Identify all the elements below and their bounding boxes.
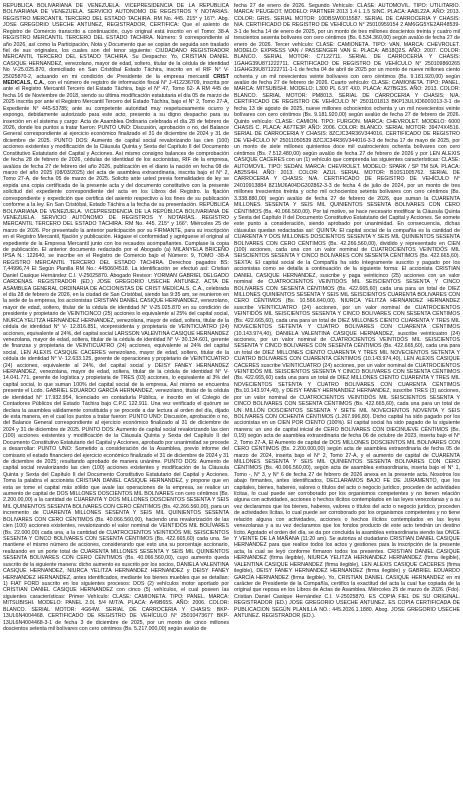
notice-left-text [3, 3, 229, 632]
notice-right-column [234, 3, 460, 798]
notice-left-body: , con el número de registro de información fiscal N° J-412236709, inscrita por ante el Registro Mercantil Tercero del Estado Táchira, bajo el N° 47, Tomo 62- A RM 445 de fecha 16 de Noviembre de 2018, siendo su última modificación estatutaria el día 05 de marzo de 2025 inscrita por ante el Registro Mercantil Tercero del Estado Táchira, bajo el N° 2, Tomo 27-A, Expediente N° 445-53785; ante su competente autoridad muy respetuosamente ocurro y expongo, debidamente autorizado para este acto, presento a su digno despacho para su inserción en el sistema y cargo: Acta de Asamblea Ordinaria celebrada el día 28 de febrero de 2026, donde los puntos a tratar fueron: PUNTO UNO: Discusión, aprobación o no, del Balance General correspondiente al ejercicio económico finalizado el 31 de diciembre de 2024 y 31 de diciembre de 2025. PUNTO DOS: Aumento de capital social revalorizando las cien (100) acciones existentes y modificación de la Cláusula Quinta y Sexta del Capítulo II del Documento Constitutivo Estatutario del Capital y Acciones. Así mismo consigno balances de comprobación de fecha 28 de febrero de 2026, cédulas de identidad de los accionistas, RIF de la empresa, avalúos de fecha 27 de febrero del año 2026, publicación en el diario la nación en fecha 08 de marzo del año 2025 (08/03/2025) del acta de asamblea extraordinaria, inscrita bajo el N° 2, Tomo 27-A, de fecha 05 de marzo de 2025. Solicito ante usted previa formalidades de ley se expida una copia certificada de la presente acta y del documento constitutivo con la presente solicitud del expediente correspondiente del acta en los Libros del Registro. la fijación correspondiente y expedición que certifica del asiento respectivo a los fines de su publicación conforme a la ley. En San Cristóbal, Estado Táchira a la fecha de su presentación. REPÚBLICA BOLIVARIANA DE VENEZUELA. VICEPRESIDENCIA DE LA REPÚBLICA BOLIVARIANA DE VENEZUELA. SERVICIO AUTÓNOMO DE REGISTROS Y NOTARÍAS. REGISTRO MERCANTIL TERCERO DEL ESTADO TÁCHIRA. RM No. 445. 215° y 166°. Miércoles 25 de marzo de 2026. Por presentado la anterior participación por su FIRMANTE, para su inscripción en el Registro Mercantil, fijación y publicación. Hágase el conformidad y agréguese el original al expediente de la Empresa Mercantil junto con los recaudos acompañantes. Cumplase la copia de publicación. El anterior documento redactado por el Abogado (a) MILANYELA BRICEÑO IPSA N.: 122640, se inscribe en el Registro de Comercio bajo el Número: 9, TOMO -38-A REGISTRO MERCANTIL TERCERO DEL ESTADO TACHIRA. Derechos pagados BS: 7,44996,74 El Según Planilla RM No.: 4450604518. La identificación se efectuó así: Cristian Daniel Casique Hernández C.I. V-25025870. Abogado Revisor: YORMAN GABRIEL DELGADO CARDENAS. REGISTRADOR (ED.) JOSE GREGORIO USECHE ANTUNEZ. ACTA DE ASAMBLEA GENERAL ORDINARIA DE ACCIONISTAS DE CRIST MEDICALS, C.A., celebrada el día 28 de febrero de 2026, en la ciudad de San Cristóbal, siendo las 9:35 am, se reunieron en la sede de la empresa, los accionistas CRISTIAN DANIEL CASIQUE HERNANDEZ, venezolano, mayor de edad, soltero, titular de la cédula de identidad N° V-25.025.870 en su condición de presidente y propietario de VEINTICINCO (25) acciones lo equivalente al 25% del capital social, NIURCA YELITZA HERNANDEZ HERNANDEZ, venezolana, mayor de edad, soltera, titular de la cédula de identidad N° V- 12.816.851, vicepresidenta y propietaria de VEINTICUATRO (24) acciones, equivalente al 24%, del capital social LARSSON VALENTINA CASIQUE HERNANDEZ venezolana, mayor de edad, soltera, titular de la cédula de identidad N° V- 30.134.601, gerente de finanzas y propietaria de VEINTICUATRO (24) acciones, equivalente al 24% del capital social, LEN ALEXIS CASIQUE CACERES venezolano, mayor de edad, soltero, titular de la cédula de identidad N° V- 12.633.125, gerente de operaciones y propietario de VEINTICUATRO (24) acciones, equivalente al 24%, del capital social y DEISY FANEY HERNANDEZ HERNANDEZ, venezolana, mayor de edad, soltera, titular de la cédula de identidad N° V- 14.041.771, gerente de logística y propietaria de TRES (03) acciones, lo equivalente al 3% del capital social, lo que suman 100% del capital social de la empresa. Así mismo se encuentra presente el Lcdo. GABRIEL EDUARDO GARCÍA HERNANDEZ, venezolano, titular de la cédula de identidad N° 17.932.954, licenciado en contaduría Pública, e inscrito en el Colegio de Contadores Públicos del Estado Táchira bajo C.P.C 122.911. Una vez verificado el quórum se declara la asamblea válidamente constituida y se procede a dar lectura al orden del día, dijado de esta manera, en el cual los puntos a tratar fueron: PUNTO UNO: Discusión, aprobación o no, del Balance General correspondiente al ejercicio económico finalizado al 31 de diciembre de 2024 y 31 de diciembre de 2025. PUNTO DOS: Aumento de capital social revalorizando las cien (100) acciones existentes y modificación de la Cláusula Quinta y Sexta del Capítulo II del Documento Constitutivo Estatutario del Capital y Acciones, aprobado por unanimidad se procede a desarrollar: PUNTO UNO: Sometido a consideración de la Asamblea, previo informe del comisario el estado financiero del ejercicio económico finalizado el 31 de diciembre de 2024 y 31 de diciembre de 2025; resultando aprobado de manera unánime. PUNTO DOS: Aumento de capital social revalorizando las cien (100) acciones existentes y modificación de la Cláusula Quinta y Sexta del Capítulo II del Documento Constitutivo Estatutario del Capital y Acciones. Toma la palabra el accionista CRISTIAN DANIEL CASIQUE HERNANDEZ, y propone que en esta se tome el capital más sólido que avale las operaciones de la empresa, se realice un aumento de capital de DOS MILLONES DOSCIENTOS MIL BOLIVARES con cero céntimos (Bs. 2.200.00,00) a la cantidad de CUARENTA Y DOS MILLONES DOSCIENTOS SESENTA Y SEIS MIL QUINIENTOS SESENTA BOLIVARES CON CERO CÉNTIMOS (Bs. 42.266.560,00), para un incremento de CUARENTA MILLONES SESENTA Y SEIS MIL QUINIENTOS SESENTA BOLIVARES CON CERO CÉNTIMOS (Bs. 40.066.560,00), haciendo una revalorización de las cien (100) acciones existentes, revalorizando el valor nominal de VEINTIDÓS MIL BOLÍVARES (Bs. 22.000,00) cada una, a la cantidad de CUATROCIENTOS VEINTIDÓS MIL SEISCIENTOS SESENTA Y CINCO BOLÍVARES CON SESENTA CÉNTIMOS (Bs. 422.665,60) cada una. Se mantiene el mismo número de acciones, considerando que esto una su porcentaje accionario, realizando en un porte total de CUARENTA MILLONES SESENTA Y SEIS MIL QUINIENTOS SESENTA BOLIVARES CON CERO CÉNTIMOS (Bs. 40.066.560,00), cuyo aumento queda suscrito de la siguiente manera: dicho aumento es suscrito por los socios, DANIELA VALENTINA CASIQUE HERNANDEZ, NIURCA YELITZA HERNANDEZ HERNANDEZ y DEISY FANEY HERNANDEZ HERNANDEZ, antes identificados, mediante los bienes muebles que se detallan: 1) FIAT FORD suscrito en los siguientes procesos: DOS (2) vehículos motor aportado por CRISTIAN DANIEL CASIQUE HERNANDEZ con cinco (5) vehículos, el cual poseen las siguientes características: Primer Vehículo: CLASE: CAMIONETA. TIPO: PANEL. MARCA: MITSUBISHI. MODELO: PANEL 2.0L 5/4 M/T/A. PLACA: A49B65S. AÑO: 2006. COLOR: BLANCO. SERIAL MOTOR: 4G64W. SERIAL DE CARROCERIA Y CHASIS: BKP-13UL6N4004468. CERTIFICADO DE REGISTRO DE VEHÍCULO N° 25010473677 BKP-13UL6N4004468-3-1 de fecha 3 de diciembre de 2025, por un monto de cinco millones doscientos setenta mil bolívares con cero céntimos (Bs. 5.217.000,00) según avalúo de [3, 80, 229, 632]
company-name: CRIST MEDICALS, C.A. [3, 73, 229, 87]
notice-right-text: fecha 27 de enero de 2026. Segundo Vehículo: CLASE: AUTOMOVIL. TIPO: UTILITARIO. MARCA: PEUGEOT. MODELO: PARTNER 2013 1.4 L 1.5 SINC. PLACA: AA8L22A. AÑO: 2013. COLOR: GRIS. SERIAL MOTOR: 10DBSW0015587. SERIAL DE CARROCERIA Y CHASIS: N/A. CERTIFICADO DE REGISTRO DE VEHÍCULO N° 25010959154 2 AM6GG5YE2AR48539-3-1 de fecha 14 de enero de 2025, por un monto de tres millones doscientos treinta y cuatro mil trescientos sesenta bolívares con cero céntimos (Bs. 6.534.360,00) según avalúo de fecha 27 de enero de 2026. Tercer vehículo: CLASE: CAMIONETA. TIPO: VAN. MARCA: CHEVROLET. MODELO: EXPRESS VAN / PASSENGER VAN E. PLACA: AB18Q2S. AÑO: 2007. COLOR: BLANCO. SERIAL MOTOR: C7122711. SERIAL DE CARROCERÍA Y CHASIS: 1GAHG39U871222711. CERTIFICADO DE REGISTRO DE VEHÍCULO N° 250109860265 1GAHG39U871222711-1-1 de fecha 04 de abril de 2025 por un monto de nueve millones ciento ochenta y un mil novecientos veinte bolívares con cero céntimos (Bs. 9.181.920,00) según avalúo de fecha 27 de febrero de 2026. Cuarto vehículo: CLASE: CAMIONETA. TIPO: PANEL. MARCA: MITSUBISHI. MODELO: L300 PL 6.9T 4X0. PLACA: A27BG3S. AÑO: 2013. COLOR: BLANCO. SERIAL MOTOR: PM8013. SERIAL DE CARROCERIA Y CHASIS: N/A. CERTIFICADO DE REGISTRO DE VEHÍCULO N° 2501101813 BKP13ULXD6001013-3-1 de fecha 13 de agosto de 2025, nueve millones ochocientos ochenta y un mil novecientos veinte bolívares con cero céntimos (Bs. 9.181.920,00) según avalúo de fecha 27 de febrero de 2026. Quinto vehículo: CLASE: CAMION. TIPO: FURGON. MARCA: CHEVROLET. MODELO: 6000 CHASIS C. PLACA: A67TE3P. AÑO: 2006. COLOR: BLANCO. SERIAL MOTOR: 39474X4516. SERIAL DE CARROCERIA Y CHASIS: 8ZCJC34R36V344016. CERTIFICADO DE REGISTRO DE VEHÍCULO N° 25011050539 8ZCJC34R36V344016-3-3 de fecha 17 de mayo de 2025, por un monto de siete millones quinientos doce mil cuatrocientos ochenta bolívares con cero céntimos (Bs. 7.512.480,00) según avalúo de fecha 27 de febrero de 2026 y por LEN ALEXIS CASIQUE CACERES con un (1) vehículo que comprenda las siguientes características: CLASE: AUTOMOVIL. TIPO: SEDAN. MARCA: CHEVROLET. MODELO: SPARK / SP TM 5/A. PLACA: AB25S4H. AÑO: 2013. COLOR: AZUL SERIAL MOTOR: B10S1005762. SERIAL DE CARROCERIA Y CHASIS: N/A. CERTIFICADO DE REGISTRO DE VEHÍCULO N° 24010913884 8Z1MJ6A04DG302862-3-3 de fecha 4 de julio de 2024, por un monto de tres millones trescientos treinta y ocho mil ochocientos setenta bolívares con cero céntimos (Bs. 3.338.880,00) según avalúo de fecha 27 de febrero de 2026, que suman la CUARENTA MILLONES SESENTA Y SEIS MIL QUINIENTOS SESENTA BOLIVARES CON CERO CÉNTIMOS (Bs. 40.066.560,00). Por tal motivo, se hace necesario modificar la Cláusula Quinta y Sexta del Capítulo II del Documento Constitutivo Estatutario del Capital y Acciones. Se somete este punto a consideración, siendo aprobado por unanimidad. En consecuencia, dichas cláusulas quedan redactadas así: QUINTA: El capital social de la compañía es la cantidad de CUARENTA Y DOS MILLONES DOSCIENTOS SESENTA Y SEIS MIL QUINIENTOS SESENTA BOLIVARES CON CERO CÉNTIMOS (Bs. 42.266.560,00), dividido y representado en CIEN (100) acciones, cada una con un valor nominal de CUATROCIENTOS VEINTIDÓS MIL SEISCIENTOS SESENTA Y CINCO BOLIVARES CON SESENTA CÉNTIMOS (Bs. 422.665,60). SEXTA: El capital social de la Compañía ha sido íntegramente suscrito y pagado por los accionistas como se detalla a continuación de la siguiente forma: El accionista CRISTIAN DANIEL CASIQUE HERNANDEZ, suscribe y paga veinticinco (25) acciones con un valor nominal de CUATROCIENTOS VEINTIDÓS MIL SEISCIENTOS SESENTA Y CINCO BOLIVARES CON SESENTA CÉNTIMOS (Bs. 422.665,60) cada una para un total de DIEZ MILLONES QUINIENTOS SESENTA Y SEIS MIL SEISCIENTOS CUARENTA BOLIVARES CON CERO CÉNTIMOS (Bs. 10.566.640,00). NIURCA YELITZA HERNANDEZ HERNANDEZ suscribe VEINTICUATRO (24) acciones, por un valor nominal de CUATROCIENTOS VEINTIDÓS MIL SEISCIENTOS SESENTA Y CINCO BOLIVARES CON SESENTA CÉNTIMOS (Bs. 422.665,60), cada una para un total de DIEZ MILLONES CIENTO CUARENTA Y TRES MIL NOVECIENTOS SETENTA Y CUATRO BOLIVARES CON CUARENTA CÉNTIMOS (10.143.974,40), DANIELA VALENTINA CASIQUE HERNANDEZ, suscribe veinticuatro (24) acciones, por un valor nominal de CUATROCIENTOS VEINTIDÓS MIL SEISCIENTOS SESENTA Y CINCO BOLIVARES CON SESENTA CÉNTIMOS (Bs. 422.665,60), cada una para un total de DIEZ MILLONES CIENTO CUARENTA Y TRES MIL NOVECIENTOS SETENTA Y CUATRO BOLIVARES CON CUARENTA CÉNTIMOS (10.143.974,40), LEN ALEXIS CASIQUE CACERES suscribe VEINTICUATRO (24) acciones, por un valor nominal de CUATROCIENTOS VEINTIDÓS MIL SEISCIENTOS SESENTA Y CINCO BOLIVARES CON SESENTA CÉNTIMOS (Bs. 422.665,60) cada una para un total de DIEZ MILLONES CIENTO CUARENTA Y TRES MIL NOVECIENTOS SETENTA Y CUATRO BOLIVARES CON CUARENTA CÉNTIMOS (Bs.10.143.974,40), y DEISY FANEY HERNANDEZ HERNANDEZ, suscribe TRES (3) acciones, por un valor nominal de CUATROCIENTOS VEINTIDÓS MIL SEISCIENTOS SESENTA Y CINCO BOLIVARES CON SESENTA CÉNTIMOS (Bs. 422.665,60), cada una para un total de UN MILLÓN DOSCIENTOS SESENTA Y SIETE MIL NOVECIENTOS NOVENTA Y SEIS BOLIVARES CON OCHENTA CÉNTIMOS (1.267.996,80). Dicho capital ha sido pagado por los accionistas en un CIEN POR CIENTO (100%). El capital social ha sido pagado de la siguiente manera: un uno de capital inicial de CERO BOLIVARES CON DIECINUEVE CÉNTIMOS (Bs. 0,19) según acta de asamblea extraordinaria de fecha 06 de octubre de 2023, inserta bajo el N° 2, Tomo 27-A, El Aumento de capital de DOS MILLONES DOSCIENTOS MIL BOLIVARES CON CERO CÉNTIMOS (Bs. 2.200.000,00) según acta de asamblea extraordinaria de fecha 05 de marzo de 2024, inserta bajo el N° 2, Tomo 27-A, y el aumento de capital de CUARENTA MILLONES SESENTA Y SEIS MIL QUINIENTOS SESENTA BOLIVARES CON CERO CÉNTIMOS (Bs. 40.066.560,00), según acta de asamblea extraordinaria, inserta bajo el N° 1, Tomo -, N° 3, y N° 6 de fecha 27 de febrero de 2026 anexa en la presente acta. Nosotros los abajo firmantes, antes identificados, DECLARAMOS BAJO FE DE JURAMENTO, que los capitales, bienes, haberes, valores o títulos del acto o negocio jurídico, proceden de actividades lícitas, lo cual puede ser corroborado por los organismos competentes y no tienen relación alguna con actividades, acciones o hechos ilícitos contemplados en las leyes venezolanas y a su vez declaramos que los bienes, haberes, valores o títulos del acto o negocio jurídico, proceden de actividades lícitas, lo cual puede ser corroborado por los organismos competentes y no tiene relación alguna con actividades, acciones o hechos ilícitos contemplados en las leyes venezolanas y a su vez declaramos que los fondos producto de este acto tendrán un destino lícito. Agotado el orden del día, se da por concluida la asamblea extraordinaria siendo las ONCE Y VEINTE DE LA MAÑANA (11:20 am). Se autoriza al ciudadano CRISTIAN DANIEL CASIQUE HERNANDEZ para que realice todos los actos y gestiones para la inscripción de la presente acta, la cual se leyó conforme firmaron todos los presentes. CRISTIAN DANIEL CASIQUE HERNANDEZ (firma ilegible), NIURCA YELITZA HERNANDEZ HERNANDEZ (firma ilegible), VALENTINA CASIQUE HERNANDEZ (firma ilegible), LEN ALEXIS CASIQUE CACERES (firma ilegible), DEISY FANEY HERNANDEZ HERNANDEZ (firma ilegible) y GABRIEL EDUARDO GARCÍA HERNANDEZ (firma ilegible). Yo, CRISTIAN DANIEL CASIQUE HERNANDEZ en mi carácter de Presidente de la Compañía, certifico la exactitud del acta la cual fue copiada de la original que reposa en los Libros de Actas de Asamblea. Miércoles 25 de marzo de 2026. (Fdo). Cristian Daniel Casique Hernández C.I. V-25025870. ES COPIA FIEL DE SU ORIGINAL. REGISTRADOR (ED.) JOSE GREGORIO USECHE ANTUNEZ. ES COPIA CERTIFICADA DE PUBLICACION SEGÚN PLANILLA NO.: 445.2026.1.1880. Abog. JOSE GREGORIO USECHE ANTUNEZ. REGISTRADOR (ED.). [234, 3, 460, 620]
notice-left-column [3, 3, 229, 798]
notice-left-intro: REPUBLICA BOLIVARIANA DE VENEZUELA. VICEPRESIDENCIA DE LA REPUBLICA BOLIVARIANA DE VENEZUELA. SERVICIO AUTONOMO DE REGISTROS Y NOTARIAS. REGISTRO MERCANTIL TERCERO DEL ESTADO TACHIRA. RM No. 445. 215° y 167°. Abg. JOSE GREGORIO USECHE ANTUNEZ, REGISTRADOR, CERTIFICA: Que el asiento de Registro de Comercio transcrito a continuación, cuyo original está inscrito en el Tomo: 38-A REGISTRO MERCANTIL TERCERO DEL ESTADO TACHIRA. Número: 9 correspondiente al año 2026, así como la Participación, Nota y Documento que se copian de seguida son traslado fiel de sus originales, los cuales son del tenor siguiente: CIUDADANO REGISTRADOR MERCANTIL TERCERO DEL ESTADO TACHIRA. Su Despacho: Yo, CRISTIAN DANIEL CASIQUE HERNANDEZ, venezolano, mayor de edad, soltero, titular de la cédula de identidad No V-25.025.870, domiciliado en San Cristóbal Estado Táchira, inscrito en el RIF N° V-25025870-2, actuando en mi condición de Presidente de la empresa mercantil [3, 3, 229, 80]
